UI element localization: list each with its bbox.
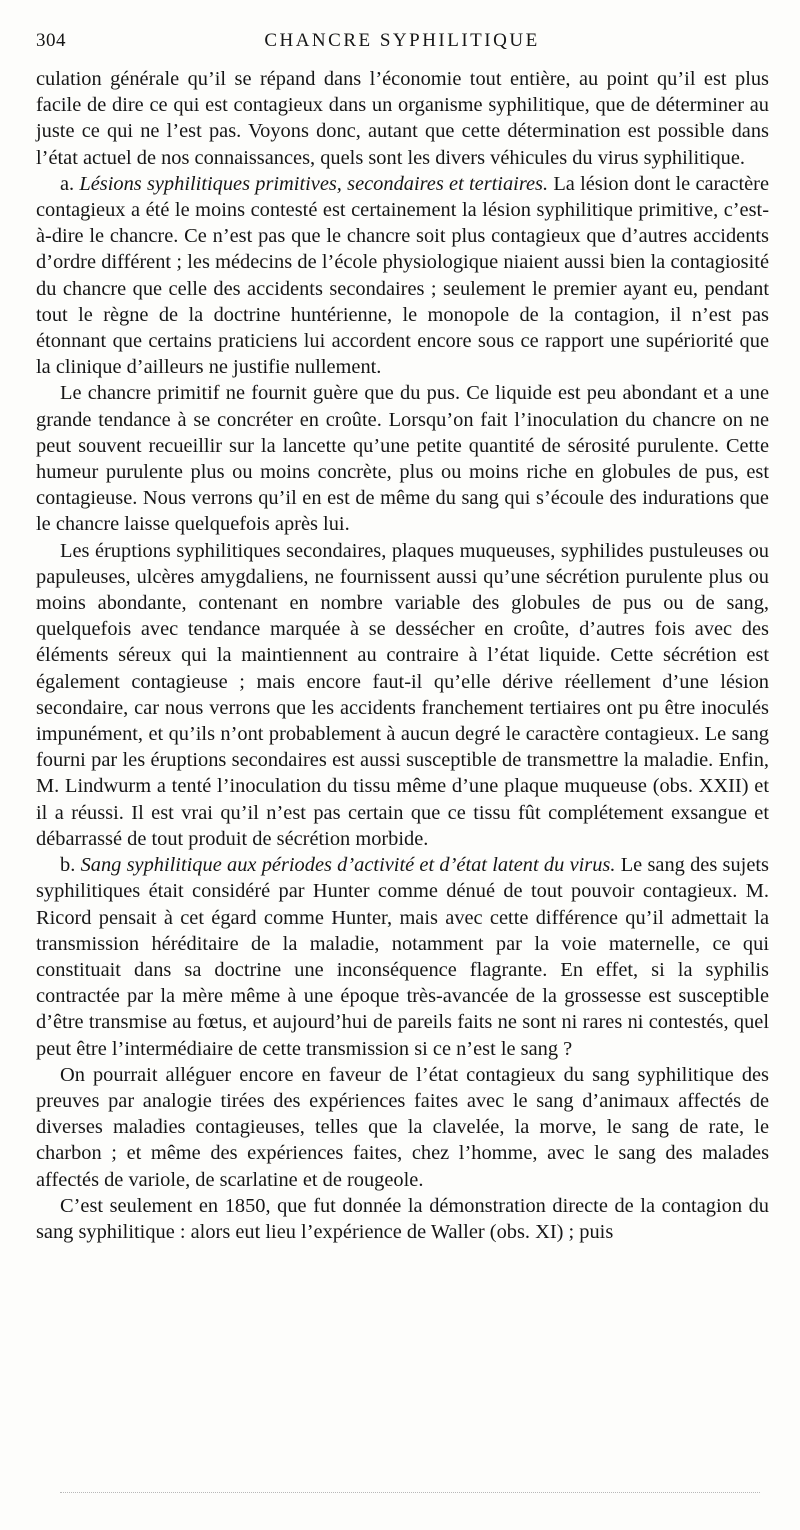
paragraph-text: culation générale qu’il se répand dans l’économie tout entière, au point qu’il est plus facile de dire ce qui est contagieux dans un organisme syphilitique, que de déterminer au juste ce qui ne l’est pas. Voyons donc, autant que cette détermination est possible dans l’état actuel de nos connaissances, quels sont les divers véhicules du virus syphilitique. (36, 68, 769, 169)
running-head (36, 30, 768, 60)
section-heading: Sang syphilitique aux périodes d’activité et d’état latent du virus. (80, 854, 616, 877)
body-text (36, 66, 769, 1245)
paragraph-text: Le sang des sujets syphilitiques était considéré par Hunter comme dénué de tout pouvoir contagieux. M. Ricord pensait à cet égard comme Hunter, mais avec cette différence qu’il admettait la transmission héréditaire de la maladie, notamment par la voie maternelle, ce qui constituait dans sa doctrine une inconséquence flagrante. En effet, si la syphilis contractée par la mère même à une époque très-avancée de la grossesse est susceptible d’être transmise au fœtus, et aujourd’hui de pareils faits ne sont ni rares ni contestés, quel peut être l’intermédiaire de cette transmission si ce n’est le sang ? (36, 854, 769, 1060)
paragraph-section-a (36, 171, 769, 381)
paragraph (36, 380, 769, 537)
paragraph (36, 1062, 769, 1193)
running-title: CHANCRE SYPHILITIQUE (264, 30, 540, 51)
section-marker: a. (60, 172, 80, 195)
paragraph-section-b (36, 852, 769, 1062)
paragraph-text: On pourrait alléguer encore en faveur de l’état contagieux du sang syphilitique des preuves par analogie tirées des expériences faites avec le sang d’animaux affectés de diverses maladies contagieuses, telles que la clavelée, la morve, le sang de rate, le charbon ; et même des expériences faites, chez l’homme, avec le sang des malades affectés de variole, de scarlatine et de rougeole. (36, 1063, 769, 1191)
paragraph-text: C’est seulement en 1850, que fut donnée la démonstration directe de la contagion du sang syphilitique : alors eut lieu l’expérience de Waller (obs. XI) ; puis (36, 1194, 769, 1243)
section-heading: Lésions syphilitiques primitives, secondaires et tertiaires. (79, 172, 549, 195)
page-number: 304 (36, 30, 66, 51)
paragraph-text: La lésion dont le caractère contagieux a été le moins contesté est certainement la lésion syphilitique primitive, c’est-à-dire le chancre. Ce n’est pas que le chancre soit plus contagieux que d’autres accidents d’ordre différent ; les médecins de l’école physiologique niaient aussi bien la contagiosité du chancre que celle des accidents secondaires ; seulement le premier ayant eu, pendant tout le règne de la doctrine huntérienne, le monopole de la contagion, il n’est pas étonnant que certains praticiens lui accordent encore sous ce rapport une supériorité que la clinique d’ailleurs ne justifie nullement. (36, 172, 770, 379)
paragraph (36, 1193, 769, 1245)
paragraph-text: Le chancre primitif ne fournit guère que du pus. Ce liquide est peu abondant et a une grande tendance à se concréter en croûte. Lorsqu’on fait l’inoculation du chancre on ne peut souvent recueillir sur la lancette qu’une petite quantité de sérosité purulente. Cette humeur purulente plus ou moins concrète, plus ou moins riche en globules de pus, est contagieuse. Nous verrons qu’il en est de même du sang qui s’écoule des indurations que le chancre laisse quelquefois après lui. (36, 382, 769, 536)
paragraph (36, 538, 769, 852)
paragraph-text: Les éruptions syphilitiques secondaires, plaques muqueuses, syphilides pustuleuses ou papuleuses, ulcères amygdaliens, ne fournissent aussi qu’une sécrétion purulente plus ou moins abondante, contenant en nombre variable des globules de pus ou de sang, quelquefois avec tendance marquée à se dessécher en croûte, d’autres fois avec des éléments séreux qui la maintiennent au contraire à l’état liquide. Cette sécrétion est également contagieuse ; mais encore faut-il qu’elle dérive réellement d’une lésion secondaire, car nous verrons que les accidents franchement tertiaires ont pu être inoculés impunément, et qu’ils n’ont probablement à aucun degré le caractère contagieux. Le sang fourni par les éruptions secondaires est aussi susceptible de transmettre la maladie. Enfin, M. Lindwurm a tenté l’inoculation du tissu même d’une plaque muqueuse (obs. XXII) et il a réussi. Il est vrai qu’il n’est pas certain que ce tissu fût complétement exsangue et débarrassé de tout produit de sécrétion morbide. (36, 539, 769, 850)
footer-dotted-rule (60, 1492, 760, 1493)
section-marker: b. (60, 854, 81, 877)
paragraph-continuation (36, 66, 769, 171)
